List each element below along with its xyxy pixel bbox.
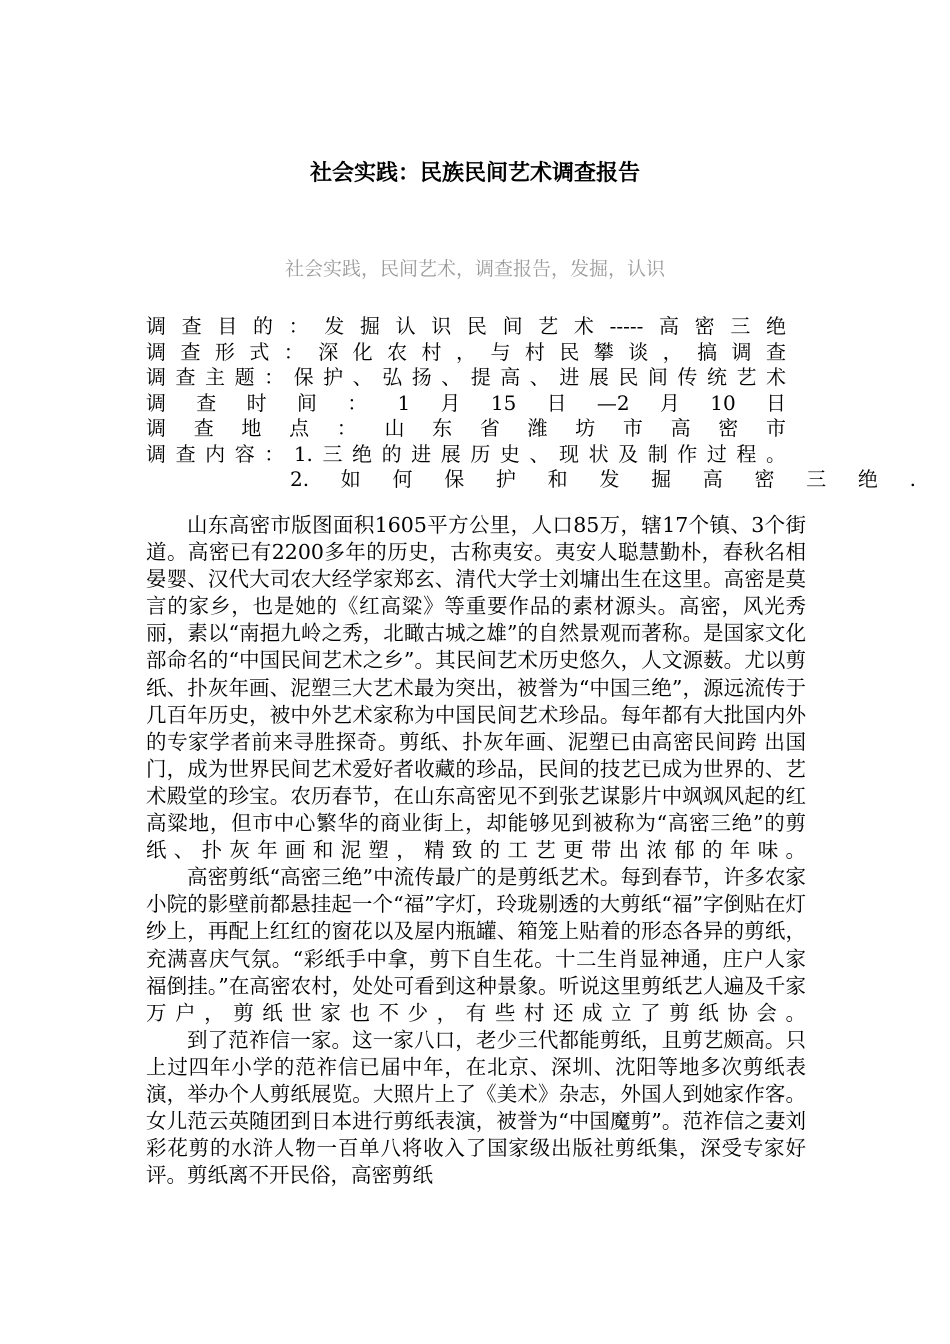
document-title: 社会实践：民族民间艺术调查报告 — [309, 161, 640, 186]
document-keywords: 社会实践，民间艺术，调查报告，发掘，认识 — [284, 258, 665, 280]
body-paragraph: 到了范祚信一家。这一家八口，老少三代都能剪纸，且剪艺颇高。只上过四年小学的范祚信已届中年，在北京、深圳、沈阳等地多次剪纸表演，举办个人剪纸展览。大照片上了《美术》杂志，外国人到她家作客。女儿范云英随团到日本进行剪纸表演，被誉为“中国魔剪”。范祚信之妻刘彩花剪的水浒人物一百单八将收入了国家级出版社剪纸集，深受专家好评。剪纸离不开民俗，高密剪纸 — [146, 1027, 806, 1188]
body-paragraph: 山东高密市版图面积1605平方公里，人口85万，辖17个镇、3个街道。高密已有2200多年的历史，古称夷安。夷安人聪慧勤朴，春秋名相晏婴、汉代大司农大经学家郑玄、清代大学士刘墉出生在这里。高密是莫言的家乡，也是她的《红高粱》等重要作品的素材源头。高密，风光秀丽，素以“南挹九岭之秀，北瞰古城之雄”的自然景观而著称。是国家文化部命名的“中国民间艺术之乡”。其民间艺术历史悠久，人文源薮。尤以剪纸、扑灰年画、泥塑三大艺术最为突出，被誉为“中国三绝”，源远流传于几百年历史，被中外艺术家称为中国民间艺术珍品。每年都有大批国内外的专家学者前来寻胜探奇。剪纸、扑灰年画、泥塑已由高密民间跨 出国门，成为世界民间艺术爱好者收藏的珍品，民间的技艺已成为世界的、艺术殿堂的珍宝。农历春节，在山东高密见不到张艺谋影片中飒飒风起的红高粱地，但市中心繁华的商业街上，却能够见到被称为“高密三绝”的剪纸、扑灰年画和泥塑，精致的工艺更带出浓郁的年味。 — [146, 513, 806, 863]
survey-theme: 调查主题：保护、弘扬、提高、进展民间传统艺术 — [146, 365, 786, 389]
survey-purpose: 调查目的：发掘认识民间艺术-----高密三绝 — [146, 314, 786, 338]
survey-time: 调查时间：1月15日—2月10日 — [146, 390, 786, 415]
survey-form: 调查形式：深化农村，与村民攀谈，搞调查 — [146, 339, 786, 364]
survey-content-item-2: 2.如何保护和发掘高密三绝. — [290, 467, 916, 491]
survey-content: 调查内容：1.三绝的进展历史、现状及制作过程。 — [146, 441, 786, 466]
document-body — [146, 512, 806, 1189]
body-paragraph: 高密剪纸“高密三绝”中流传最广的是剪纸艺术。每到春节，许多农家小院的影壁前都悬挂起一个“福”字灯，玲珑剔透的大剪纸“福”字倒贴在灯纱上，再配上红红的窗花以及屋内瓶罐、箱笼上贴着的形态各异的剪纸，充满喜庆气氛。“彩纸手中拿，剪下自生花。十二生肖显神通，庄户人家福倒挂。”在高密农村，处处可看到这种景象。听说这里剪纸艺人遍及千家万户，剪纸世家也不少，有些村还成立了剪纸协会。 — [146, 865, 806, 1025]
survey-info-block — [146, 314, 916, 493]
survey-location: 调查地点：山东省潍坊市高密市 — [146, 416, 786, 440]
